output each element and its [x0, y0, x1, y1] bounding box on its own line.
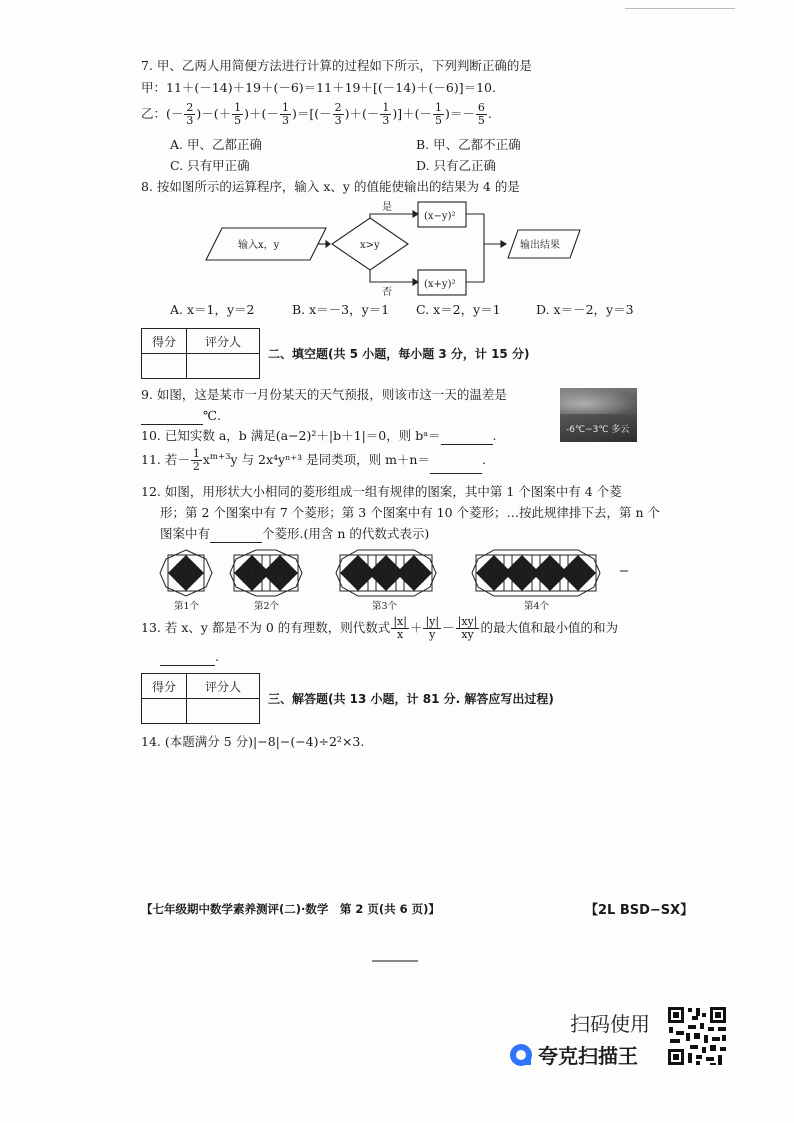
q7-option-c: C. 只有甲正确 [170, 158, 250, 173]
q13-suffix: 的最大值和最小值的和为 [480, 620, 618, 635]
pattern-label-4: 第4个 [524, 601, 550, 612]
footer-left: 【七年级期中数学素养测评(二)·数学 第 2 页(共 6 页)】 [141, 902, 440, 916]
q7-yi-prefix: 乙： [141, 106, 167, 121]
flow-no-label: 否 [382, 287, 392, 298]
quark-logo-icon [510, 1044, 532, 1066]
weather-caption: -6℃~3℃ 多云 [566, 425, 630, 435]
q10-text: 10. 已知实数 a，b 满足(a−2)²＋|b＋1|＝0，则 bᵃ＝ [141, 428, 441, 443]
score-cell[interactable] [142, 354, 187, 379]
flow-cond-label: x>y [360, 240, 380, 251]
q12-answer-blank[interactable] [210, 529, 262, 543]
qr-code-icon[interactable] [666, 1005, 728, 1067]
grader-cell[interactable] [187, 699, 260, 724]
footer-right: 【2L BSD−SX】 [585, 903, 694, 918]
q12-line3a: 图案中有 [160, 526, 211, 541]
pattern-4d [560, 555, 596, 591]
q9-blank-line [141, 407, 221, 425]
q10-answer-blank[interactable] [441, 431, 493, 445]
q12-line3 [160, 525, 429, 543]
scan-prompt: 扫码使用 [570, 1012, 650, 1036]
score-table-sec3 [141, 673, 260, 724]
pattern-label-1: 第1个 [174, 601, 200, 612]
q9-unit: ℃. [203, 408, 221, 423]
score-table-sec2 [141, 328, 260, 379]
q11-answer-blank[interactable] [430, 460, 482, 474]
q7-jia: 甲：11＋(－14)＋19＋(－6)＝11＋19＋[(－14)＋(－6)]＝10. [141, 80, 496, 95]
q11-mid: 与 2x⁴yⁿ⁺³ 是同类项，则 m＋n＝ [241, 452, 430, 467]
pattern-1 [168, 555, 204, 591]
pattern-3c [396, 555, 432, 591]
q9-text: 9. 如图，这是某市一月份某天的天气预报，则该市这一天的温差是 [141, 387, 507, 402]
q10-line: 10. 已知实数 a，b 满足(a−2)²＋|b＋1|＝0，则 bᵃ＝ . [141, 428, 497, 443]
pattern-label-3: 第3个 [372, 601, 398, 612]
section2-heading: 二、填空题(共 5 小题，每小题 3 分，计 15 分) [268, 347, 530, 361]
q13-prefix: 13. 若 x、y 都是不为 0 的有理数，则代数式 [141, 620, 391, 635]
section3-heading: 三、解答题(共 13 小题，计 81 分. 解答应写出过程) [268, 692, 554, 706]
q8-stem: 8. 按如图所示的运算程序，输入 x、y 的值能使输出的结果为 4 的是 [141, 179, 520, 194]
grader-label: 评分人 [187, 329, 260, 354]
q8-flowchart [200, 196, 600, 300]
q13-answer-blank[interactable] [160, 652, 215, 666]
pattern-2b [262, 555, 298, 591]
q13-line: 13. 若 x、y 都是不为 0 的有理数，则代数式 $\frac{|x|}{x}$ ＋ $\frac{|y|}{y}$ － $\frac{|xy|}{xy}$ 的最大值和最小值的和为 [141, 615, 618, 641]
q13-blank-line: . [160, 648, 219, 666]
flow-top-label: (x−y)² [424, 211, 456, 222]
weather-image [560, 388, 637, 442]
flow-output-label: 输出结果 [520, 240, 560, 251]
score-label: 得分 [142, 329, 187, 354]
q7-option-d: D. 只有乙正确 [416, 158, 497, 173]
q12-line3b: 个菱形.(用含 n 的代数式表示) [262, 526, 430, 541]
q14-text: 14. (本题满分 5 分)|−8|−(−4)÷2²×3. [141, 734, 365, 749]
brand-name: 夸克扫描王 [538, 1044, 638, 1068]
q8-option-b: B. x＝－3，y＝1 [292, 302, 390, 317]
grader-label: 评分人 [187, 674, 260, 699]
q12-rhombus-patterns [158, 545, 638, 613]
scan-artifact-line [372, 960, 418, 962]
q12-line1: 12. 如图，用形状大小相同的菱形组成一组有规律的图案，其中第 1 个图案中有 4 个菱 [141, 484, 622, 499]
scan-artifact-top [625, 8, 735, 9]
q9-answer-blank[interactable] [141, 411, 203, 425]
score-cell[interactable] [142, 699, 187, 724]
q8-option-d: D. x＝－2，y＝3 [536, 302, 634, 317]
q8-option-c: C. x＝2，y＝1 [416, 302, 501, 317]
flow-bottom-label: (x+y)² [424, 279, 456, 290]
score-label: 得分 [142, 674, 187, 699]
grader-cell[interactable] [187, 354, 260, 379]
q7-stem: 7. 甲、乙两人用简便方法进行计算的过程如下所示，下列判断正确的是 [141, 58, 532, 73]
q7-option-b: B. 甲、乙都不正确 [416, 137, 521, 152]
flow-input-label: 输入x，y [238, 240, 280, 251]
flow-yes-label: 是 [382, 202, 392, 213]
q8-option-a: A. x＝1，y＝2 [170, 302, 255, 317]
q7-yi: 乙：(－ $\frac{2}{3}$ )－(＋ $\frac{1}{5}$ )＋(－ $\frac{1}{3}$ )＝[(－ $\frac{2}{3}$ )＋(－ $\frac{1}{3}$ )]＋(－ $\frac{1}{5}$ )＝－ $\frac{6}{5}$ . [141, 101, 492, 127]
q12-line2: 形；第 2 个图案中有 7 个菱形；第 3 个图案中有 10 个菱形；…按此规律排下去，第 n 个 [160, 505, 661, 520]
q11-line: 11. 若－ $\frac{1}{2}$ $x^{m+3}y$ 与 2x⁴yⁿ⁺³ 是同类项，则 m＋n＝ . [141, 447, 486, 473]
q11-prefix: 11. 若－ [141, 452, 190, 467]
q7-option-a: A. 甲、乙都正确 [170, 137, 262, 152]
pattern-label-2: 第2个 [254, 601, 280, 612]
